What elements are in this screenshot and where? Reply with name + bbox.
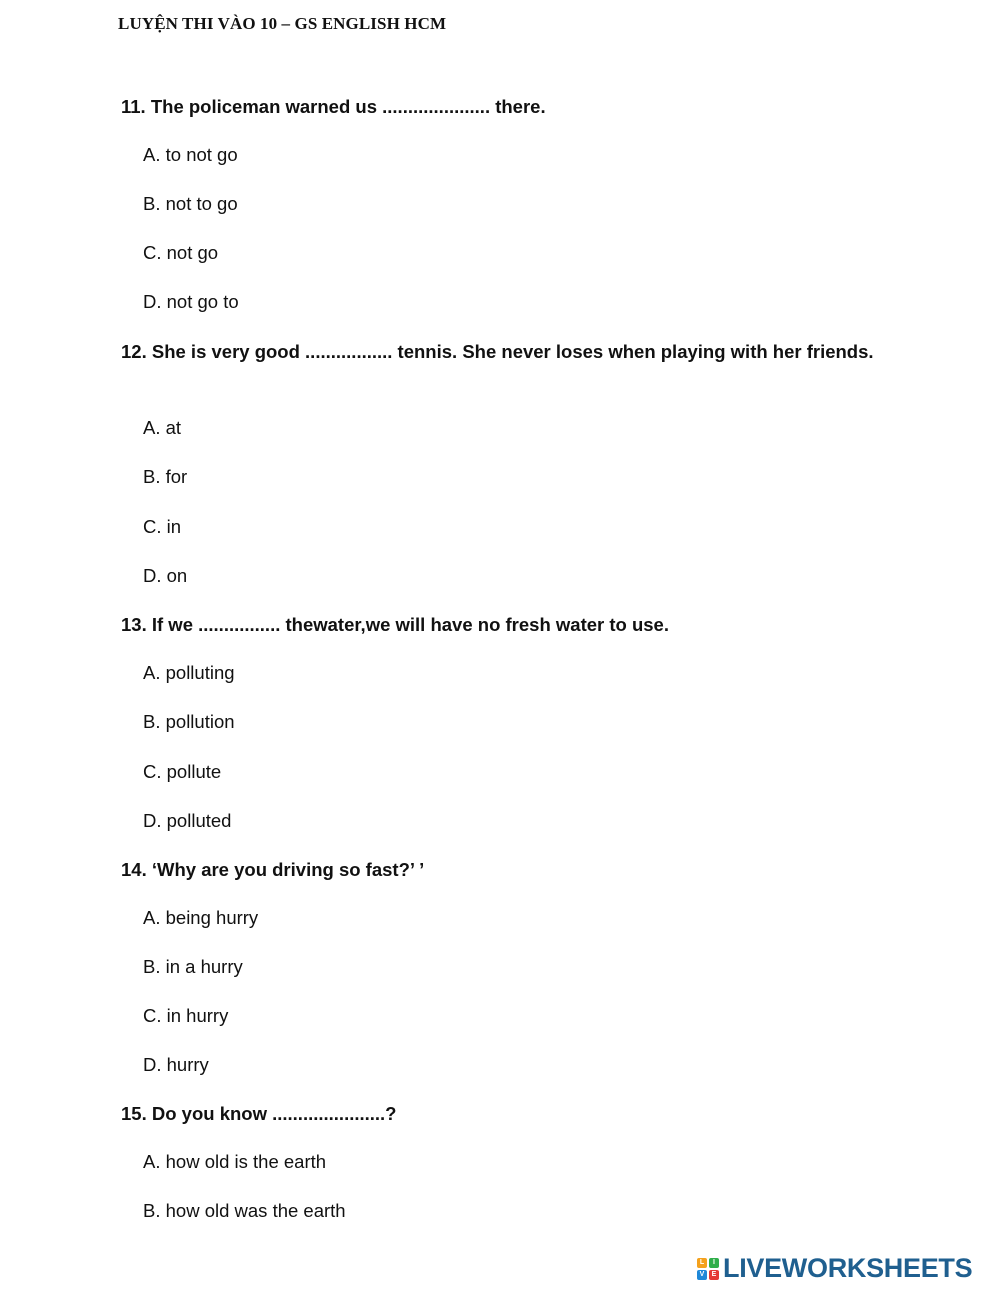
option-12-a[interactable]: A. at — [143, 417, 182, 438]
logo-block-i: I — [709, 1258, 719, 1268]
option-11-d[interactable]: D. not go to — [143, 291, 239, 312]
option-11-b[interactable]: B. not to go — [143, 193, 238, 214]
question-12: 12. She is very good ................. tennis. She never loses when playing with her friends. — [121, 341, 874, 362]
option-13-b[interactable]: B. pollution — [143, 711, 235, 732]
question-15: 15. Do you know ......................? — [121, 1103, 397, 1124]
logo-text: LIVEWORKSHEETS — [723, 1253, 973, 1283]
option-15-b[interactable]: B. how old was the earth — [143, 1200, 346, 1221]
question-14: 14. ‘Why are you driving so fast?’ ’ — [121, 859, 425, 880]
question-13: 13. If we ................ thewater,we will have no fresh water to use. — [121, 614, 669, 635]
option-11-c[interactable]: C. not go — [143, 242, 219, 263]
option-12-c[interactable]: C. in — [143, 516, 182, 537]
option-13-a[interactable]: A. polluting — [143, 662, 235, 683]
question-11: 11. The policeman warned us ..................... there. — [121, 96, 546, 117]
liveworksheets-logo — [697, 1253, 972, 1284]
option-14-d[interactable]: D. hurry — [143, 1054, 209, 1075]
option-11-a[interactable]: A. to not go — [143, 144, 238, 165]
logo-blocks-icon — [697, 1258, 719, 1280]
logo-block-v: V — [697, 1270, 707, 1280]
page-header: LUYỆN THI VÀO 10 – GS ENGLISH HCM — [118, 14, 447, 33]
option-12-d[interactable]: D. on — [143, 565, 188, 586]
option-14-b[interactable]: B. in a hurry — [143, 956, 243, 977]
option-14-a[interactable]: A. being hurry — [143, 907, 259, 928]
option-13-d[interactable]: D. polluted — [143, 810, 232, 831]
option-13-c[interactable]: C. pollute — [143, 761, 222, 782]
option-15-a[interactable]: A. how old is the earth — [143, 1151, 327, 1172]
logo-block-e: E — [709, 1270, 719, 1280]
option-14-c[interactable]: C. in hurry — [143, 1005, 229, 1026]
logo-block-l: L — [697, 1258, 707, 1268]
option-12-b[interactable]: B. for — [143, 466, 188, 487]
